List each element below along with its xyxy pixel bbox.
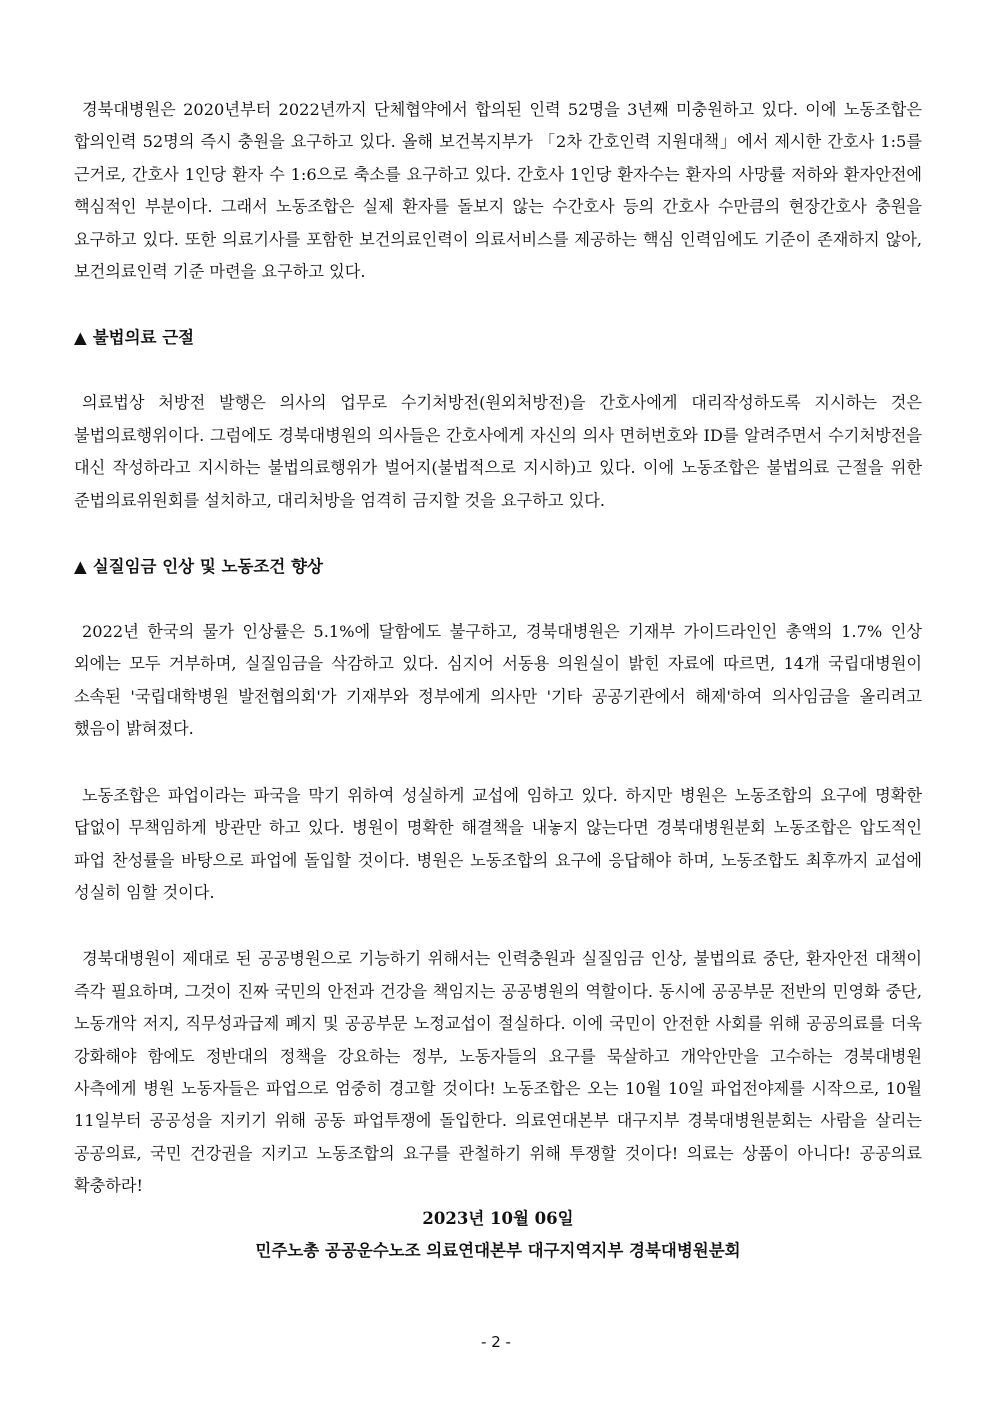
- paragraph-inflation-wages: 2022년 한국의 물가 인상률은 5.1%에 달함에도 불구하고, 경북대병원은 기재부 가이드라인인 총액의 1.7% 인상 외에는 모두 거부하며, 실질임금을 삭감하고 있다. 심지어 서동용 의원실이 밝힌 자료에 따르면, 14개 국립대병원이 소속된 '국립대학병원 발전협의회'가 기재부와 정부에게 의사만 '기타 공공기관에서 해제'하여 의사임금을 올리려고 했음이 밝혀졌다.: [74, 622, 922, 739]
- issuing-organization: 민주노총 공공운수노조 의료연대본부 대구지역지부 경북대병원분회: [255, 1240, 741, 1260]
- section-heading-illegal-medical: [74, 322, 922, 354]
- statement-date: 2023년 10월 06일: [422, 1208, 574, 1228]
- section-heading-label: 실질임금 인상 및 노동조건 향상: [92, 557, 323, 577]
- paragraph-conclusion: 경북대병원이 제대로 된 공공병원으로 기능하기 위해서는 인력충원과 실질임금 인상, 불법의료 중단, 환자안전 대책이 즉각 필요하며, 그것이 진짜 국민의 안전과 건강을 책임지는 공공병원의 역할이다. 동시에 공공부문 전반의 민영화 중단, 노동개악 저지, 직무성과급제 폐지 및 공공부문 노정교섭이 절실하다. 이에 국민이 안전한 사회를 위해 공공의료를 더욱 강화해야 함에도 정반대의 정책을 강요하는 정부, 노동자들의 요구를 묵살하고 개악안만을 고수하는 경북대병원 사측에게 병원 노동자들은 파업으로 엄중히 경고할 것이다! 노동조합은 오는 10월 10일 파업전야제를 시작으로, 10월 11일부터 공공성을 지키기 위해 공동 파업투쟁에 돌입한다. 의료연대본부 대구지부 경북대병원분회는 사람을 살리는 공공의료, 국민 건강권을 지키고 노동조합의 요구를 관철하기 위해 투쟁할 것이다! 의료는 상품이 아니다! 공공의료 확충하라!: [74, 949, 922, 1196]
- page-number: - 2 -: [481, 1333, 511, 1351]
- section-heading-label: 불법의료 근절: [92, 328, 195, 348]
- section-heading-real-wages: [74, 551, 922, 583]
- triangle-bullet-icon: ▲: [74, 557, 87, 577]
- triangle-bullet-icon: ▲: [74, 328, 87, 348]
- paragraph-negotiation: 노동조합은 파업이라는 파국을 막기 위하여 성실하게 교섭에 임하고 있다. 하지만 병원은 노동조합의 요구에 명확한 답없이 무책임하게 방관만 하고 있다. 병원이 명확한 해결책을 내놓지 않는다면 경북대병원분회 노동조합은 압도적인 파업 찬성률을 바탕으로 파업에 돌입할 것이다. 병원은 노동조합의 요구에 응답해야 하며, 노동조합도 최후까지 교섭에 성실히 임할 것이다.: [74, 785, 922, 902]
- paragraph-staffing: 경북대병원은 2020년부터 2022년까지 단체협약에서 합의된 인력 52명을 3년째 미충원하고 있다. 이에 노동조합은 합의인력 52명의 즉시 충원을 요구하고 있다. 올해 보건복지부가 「2차 간호인력 지원대책」에서 제시한 간호사 1:5를 근거로, 간호사 1인당 환자 수 1:6으로 축소를 요구하고 있다. 간호사 1인당 환자수는 환자의 사망률 저하와 환자안전에 핵심적인 부분이다. 그래서 노동조합은 실제 환자를 돌보지 않는 수간호사 등의 간호사 수만큼의 현장간호사 충원을 요구하고 있다. 또한 의료기사를 포함한 보건의료인력이 의료서비스를 제공하는 핵심 인력임에도 기준이 존재하지 않아, 보건의료인력 기준 마련을 요구하고 있다.: [74, 100, 922, 282]
- paragraph-illegal-prescription: 의료법상 처방전 발행은 의사의 업무로 수기처방전(원외처방전)을 간호사에게 대리작성하도록 지시하는 것은 불법의료행위이다. 그럼에도 경북대병원의 의사들은 간호사에게 자신의 의사 면허번호와 ID를 알려주면서 수기처방전을 대신 작성하라고 지시하는 불법의료행위가 벌어지(불법적으로 지시하)고 있다. 이에 노동조합은 불법의료 근절을 위한 준법의료위원회를 설치하고, 대리처방을 엄격히 금지할 것을 요구하고 있다.: [74, 393, 922, 510]
- document-body: [74, 94, 922, 1267]
